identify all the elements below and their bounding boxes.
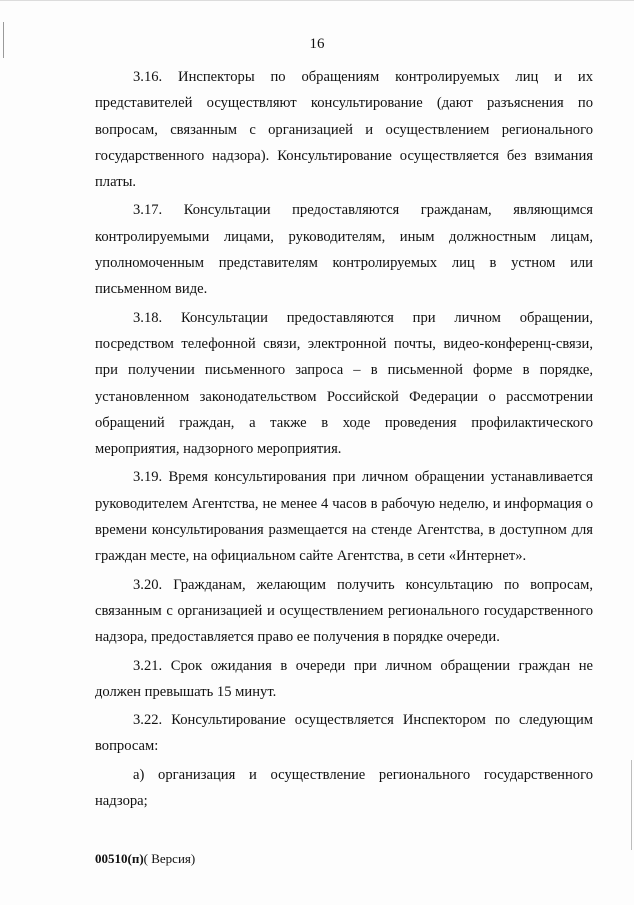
list-item-a: а) организация и осуществление регионального государственного надзора; [95, 766, 593, 810]
scan-border-top [0, 0, 634, 1]
paragraph-3-18: 3.18. Консультации предоставляются при личном обращении, посредством телефонной связи, электронной почты, видео-конференц-связи, при получении письменного запроса – в письменной форме в порядке, установленном законодательством Российской Федерации о рассмотрении обращений граждан, а также в ходе проведения профилактического мероприятия, надзорного мероприятия. [95, 309, 593, 458]
paragraph-3-20: 3.20. Гражданам, желающим получить консультацию по вопросам, связанным с организацией и осуществлением регионального государственного надзора, предоставляется право ее получения в порядке очереди. [95, 576, 593, 646]
scan-artifact-right [631, 760, 632, 850]
paragraph-3-19: 3.19. Время консультирования при личном обращении устанавливается руководителем Агентства, не менее 4 часов в рабочую неделю, и информация о времени консультирования размещается на стенде Агентства, в доступном для граждан месте, на официальном сайте Агентства, в сети «Интернет». [95, 469, 593, 565]
page-number: 16 [309, 36, 325, 52]
footer-code: 00510(п) [95, 851, 144, 866]
document-body [95, 64, 593, 814]
paragraph-3-17: 3.17. Консультации предоставляются гражданам, являющимся контролируемыми лицами, руководителям, иным должностным лицам, уполномоченным представителям контролируемых лиц в устном или письменном виде. [95, 202, 593, 298]
footer-document-code [95, 851, 195, 867]
footer-version: ( Версия) [143, 851, 196, 866]
paragraph-3-16: 3.16. Инспекторы по обращениям контролируемых лиц и их представителей осуществляют консультирование (дают разъяснения по вопросам, связанным с организацией и осуществлением регионального государственного надзора). Консультирование осуществляется без взимания платы. [95, 69, 593, 191]
paragraph-3-21: 3.21. Срок ожидания в очереди при личном обращении граждан не должен превышать 15 минут. [95, 657, 593, 700]
paragraph-3-22: 3.22. Консультирование осуществляется Инспектором по следующим вопросам: [95, 712, 593, 755]
